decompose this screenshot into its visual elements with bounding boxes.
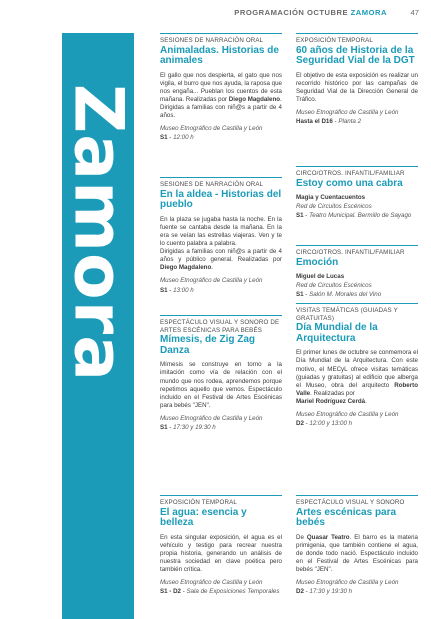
sidebar-city-word: Zamora xyxy=(58,83,138,383)
event-category: EXPOSICIÓN TEMPORAL xyxy=(160,499,238,506)
event-session: Hasta el D16 xyxy=(296,118,333,126)
event-schedule xyxy=(160,287,282,295)
event-description xyxy=(160,216,282,273)
event-hours: 12:00 y 13:00 h xyxy=(309,420,353,428)
event-category: ESPECTÁCULO VISUAL Y SONORO DE ARTES ESCÉNICAS PARA BEBÉS xyxy=(160,319,280,334)
city-sidebar xyxy=(0,33,137,619)
schedule-separator: - xyxy=(167,424,174,432)
event-venue: Museo Etnográfico de Castilla y León xyxy=(160,277,263,285)
description-text: En esta singular exposición, el agua es el vehículo y testigo para recrear nuestra propia historia, generando un análisis de nuestra sociedad en clave poética pero también crítica. xyxy=(160,533,282,574)
schedule-separator: - xyxy=(332,118,339,126)
event-title: 60 años de Historia de la Seguridad Vial de la DGT xyxy=(296,44,415,67)
event-description xyxy=(296,72,418,104)
event-title: El agua: esencia y belleza xyxy=(160,506,247,529)
event-venue: Museo Etnográfico de Castilla y León xyxy=(160,125,263,133)
schedule-separator: - xyxy=(303,291,310,299)
event-company: Red de Circuitos Escénicos xyxy=(296,282,372,290)
event-entry xyxy=(160,495,282,596)
event-venue: Museo Etnográfico de Castilla y León xyxy=(296,579,399,587)
event-schedule xyxy=(160,134,282,142)
event-description xyxy=(160,72,282,121)
schedule-separator: - xyxy=(303,588,310,596)
event-presenter: Magia y Cuentacuentos xyxy=(296,194,366,202)
schedule-separator: - xyxy=(167,134,174,142)
description-paragraph xyxy=(160,361,282,410)
event-hours: 17:30 y 19:30 h xyxy=(309,588,353,596)
description-paragraph xyxy=(296,72,418,104)
event-hours: Salón M. Morales del Vino xyxy=(309,291,382,299)
description-text: . xyxy=(211,264,213,272)
event-hours: Sala de Exposiciones Temporales xyxy=(186,588,280,596)
description-text: En la plaza se jugaba hasta la noche. En la fuente se cantaba desde la mañana. En la era se veían las estrellas viajeras. Ven y te lo cuento palabra a palabra. xyxy=(160,215,282,248)
running-header xyxy=(234,8,387,17)
event-schedule xyxy=(296,588,418,596)
event-hours: 17:30 y 19:30 h xyxy=(173,424,216,432)
event-hours: 13:00 h xyxy=(173,286,194,294)
event-title: Día Mundial de la Arquitectura xyxy=(296,322,378,344)
performer-name: Diego Magdaleno xyxy=(228,96,281,104)
description-text: El objetivo de esta exposición es realizar un recorrido histórico por las campañas de Seguridad Vial de la Dirección General de Tráfico. xyxy=(296,71,418,104)
event-session: S1 xyxy=(296,212,304,220)
description-text: . El barro es la materia primigenia, que también contiene el agua, de donde todo nació. Espectáculo incluido en el Festival de Artes Escénicas para bebés "JEN". xyxy=(296,533,418,574)
performer-name: Mariel Rodríguez Cerdá xyxy=(296,397,366,405)
event-entry xyxy=(160,315,282,432)
description-paragraph xyxy=(296,534,418,574)
description-text: De xyxy=(296,533,307,541)
description-paragraph xyxy=(160,534,282,574)
page-header xyxy=(0,8,431,20)
description-text: Mímesis se construye en torno a la imitación como vía de relación con el mundo que nos rodea, aprendemos porque repetimos aquello que vemos. Espectáculo incluido en el Festival de Artes Escénicas para bebés "JEN". xyxy=(160,361,282,409)
header-section: PROGRAMACIÓN OCTUBRE xyxy=(234,8,349,17)
event-category: CIRCO/OTROS. INFANTIL/FAMILIAR xyxy=(296,170,405,177)
event-entry xyxy=(296,245,418,299)
event-session: D2 xyxy=(296,588,304,596)
event-entry xyxy=(160,177,282,295)
event-session: S1 - D2 xyxy=(160,588,181,596)
schedule-separator: - xyxy=(303,420,310,428)
event-entry xyxy=(296,495,418,596)
event-session: S1 xyxy=(160,286,168,294)
event-title: Artes escénicas para bebés xyxy=(296,506,397,529)
event-category: CIRCO/OTROS. INFANTIL/FAMILIAR xyxy=(296,249,405,256)
performer-name: Quasar Teatro xyxy=(306,533,350,541)
description-text: . xyxy=(280,96,282,104)
event-schedule xyxy=(160,588,282,596)
event-title: Mímesis, de Zig Zag Danza xyxy=(160,334,256,356)
event-session: S1 xyxy=(160,134,168,142)
event-venue: Museo Etnográfico de Castilla y León xyxy=(160,414,263,422)
event-hours: 12:00 h xyxy=(173,134,194,142)
description-paragraph xyxy=(160,216,282,248)
schedule-separator: - xyxy=(303,212,310,220)
description-text: El primer lunes de octubre se conmemora el Día Mundial de la Arquitectura. Con este motivo, el MECyL ofrece visitas temáticas (guiadas y gratuitas) al edificio que alberga el Museo, obra del arquitecto xyxy=(296,349,418,389)
event-entry xyxy=(160,33,282,143)
event-title: En la aldea - Historias del pueblo xyxy=(160,188,282,211)
event-title: Animaladas. Historias de animales xyxy=(160,44,279,67)
event-category: SESIONES DE NARRACIÓN ORAL xyxy=(160,181,264,188)
schedule-separator: - xyxy=(180,588,187,596)
event-hours: Teatro Municipal. Bermillo de Sayago xyxy=(309,212,412,220)
event-schedule xyxy=(160,424,282,432)
description-text: . Realizadas por xyxy=(310,389,355,397)
event-entry xyxy=(296,303,418,428)
event-category: SESIONES DE NARRACIÓN ORAL xyxy=(160,37,264,44)
event-entry xyxy=(296,166,418,220)
description-paragraph xyxy=(160,104,282,120)
performer-name: Diego Magdaleno xyxy=(160,264,212,272)
description-text: El gallo que nos despierta, el gato que nos vigila, el burro que nos ayuda, la raposa que nos engaña... Pueblan los cuentos de esta mañana. Realizadas por xyxy=(160,71,282,104)
schedule-separator: - xyxy=(167,286,174,294)
event-venue: Museo Etnográfico de Castilla y León xyxy=(160,579,263,587)
event-session: S1 xyxy=(160,424,168,432)
description-text: Dirigidas a familias con niñ@s a partir de 4 años y público general. Realizadas por xyxy=(160,248,282,264)
event-schedule xyxy=(296,420,418,428)
event-session: S1 xyxy=(296,291,304,299)
description-paragraph xyxy=(296,398,418,406)
description-paragraph xyxy=(160,72,282,104)
event-description xyxy=(160,361,282,410)
event-session: D2 xyxy=(296,420,304,428)
description-paragraph xyxy=(296,349,418,398)
event-category: VISITAS TEMÁTICAS (GUIADAS Y GRATUITAS) xyxy=(296,307,398,322)
event-presenter: Miguel de Lucas xyxy=(296,273,345,281)
event-category: EXPOSICIÓN TEMPORAL xyxy=(296,37,374,44)
event-schedule xyxy=(296,291,418,299)
event-entry xyxy=(296,33,418,126)
event-schedule xyxy=(296,212,418,220)
event-schedule xyxy=(296,118,418,126)
event-description xyxy=(296,534,418,574)
description-text: . xyxy=(365,397,367,405)
page-number: 47 xyxy=(410,8,419,17)
event-title: Emoción xyxy=(296,256,339,268)
event-title: Estoy como una cabra xyxy=(296,177,403,189)
header-city: ZAMORA xyxy=(350,8,387,17)
event-description xyxy=(160,534,282,574)
event-venue: Museo Etnográfico de Castilla y León xyxy=(296,411,399,419)
description-text: Dirigidas a familias con niñ@s a partir de 4 años. xyxy=(160,104,282,120)
performer-name: Roberto Valle xyxy=(296,381,418,397)
event-venue: Museo Etnográfico de Castilla y León xyxy=(296,109,399,117)
event-category: ESPECTÁCULO VISUAL Y SONORO xyxy=(296,499,405,506)
description-paragraph xyxy=(160,248,282,272)
event-hours: Planta 2 xyxy=(338,118,362,126)
event-description xyxy=(296,349,418,406)
event-company: Red de Circuitos Escénicos xyxy=(296,203,372,211)
